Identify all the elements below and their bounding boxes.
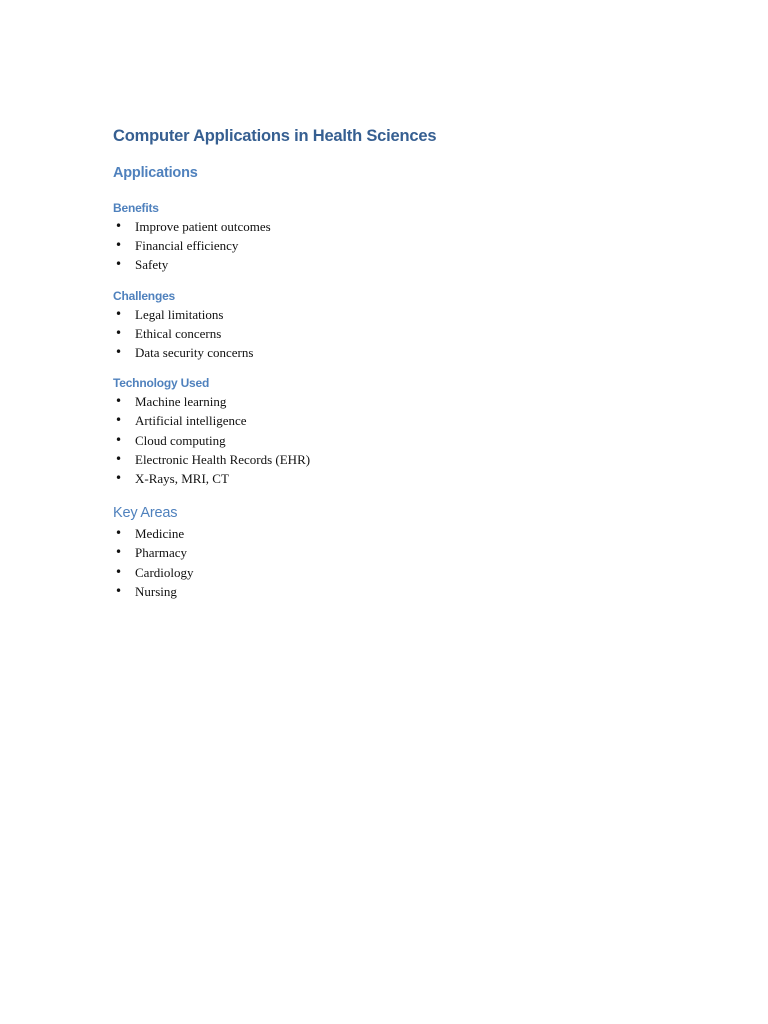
bullet-icon: • (115, 583, 123, 598)
list-item: • Legal limitations (113, 305, 673, 324)
document-page (113, 124, 673, 601)
technology-heading: Technology Used (113, 376, 210, 391)
bullet-icon: • (115, 545, 123, 560)
list-item: • Artificial intelligence (113, 411, 673, 430)
bullet-icon: • (115, 238, 123, 253)
list-item: • X-Rays, MRI, CT (113, 469, 673, 488)
challenges-list (113, 305, 673, 363)
list-item: • Ethical concerns (113, 324, 673, 343)
list-item: • Financial efficiency (113, 236, 673, 255)
challenges-heading: Challenges (113, 288, 176, 303)
applications-heading: Applications (113, 165, 198, 181)
bullet-icon: • (115, 219, 123, 233)
key-areas-list (113, 524, 673, 601)
technology-list (113, 392, 673, 488)
bullet-icon: • (115, 451, 123, 466)
list-item: • Data security concerns (113, 343, 673, 362)
list-item: • Safety (113, 255, 673, 274)
list-item: • Machine learning (113, 392, 673, 411)
bullet-icon: • (115, 257, 123, 272)
list-item: • Medicine (113, 524, 673, 543)
benefits-list (113, 217, 673, 275)
bullet-icon: • (115, 345, 123, 360)
list-item: • Cardiology (113, 563, 673, 582)
list-item: • Pharmacy (113, 543, 673, 562)
bullet-icon: • (115, 432, 123, 447)
key-areas-heading: Key Areas (113, 505, 178, 522)
bullet-icon: • (115, 394, 123, 409)
list-item: • Electronic Health Records (EHR) (113, 450, 673, 469)
bullet-icon: • (115, 413, 123, 428)
bullet-icon: • (115, 526, 123, 541)
list-item: • Improve patient outcomes (113, 217, 673, 236)
benefits-heading: Benefits (113, 201, 159, 215)
list-item: • Cloud computing (113, 431, 673, 450)
bullet-icon: • (115, 564, 123, 579)
document-title: Computer Applications in Health Sciences (113, 127, 437, 145)
bullet-icon: • (115, 471, 123, 486)
bullet-icon: • (115, 325, 123, 340)
bullet-icon: • (115, 306, 123, 321)
list-item: • Nursing (113, 582, 673, 601)
